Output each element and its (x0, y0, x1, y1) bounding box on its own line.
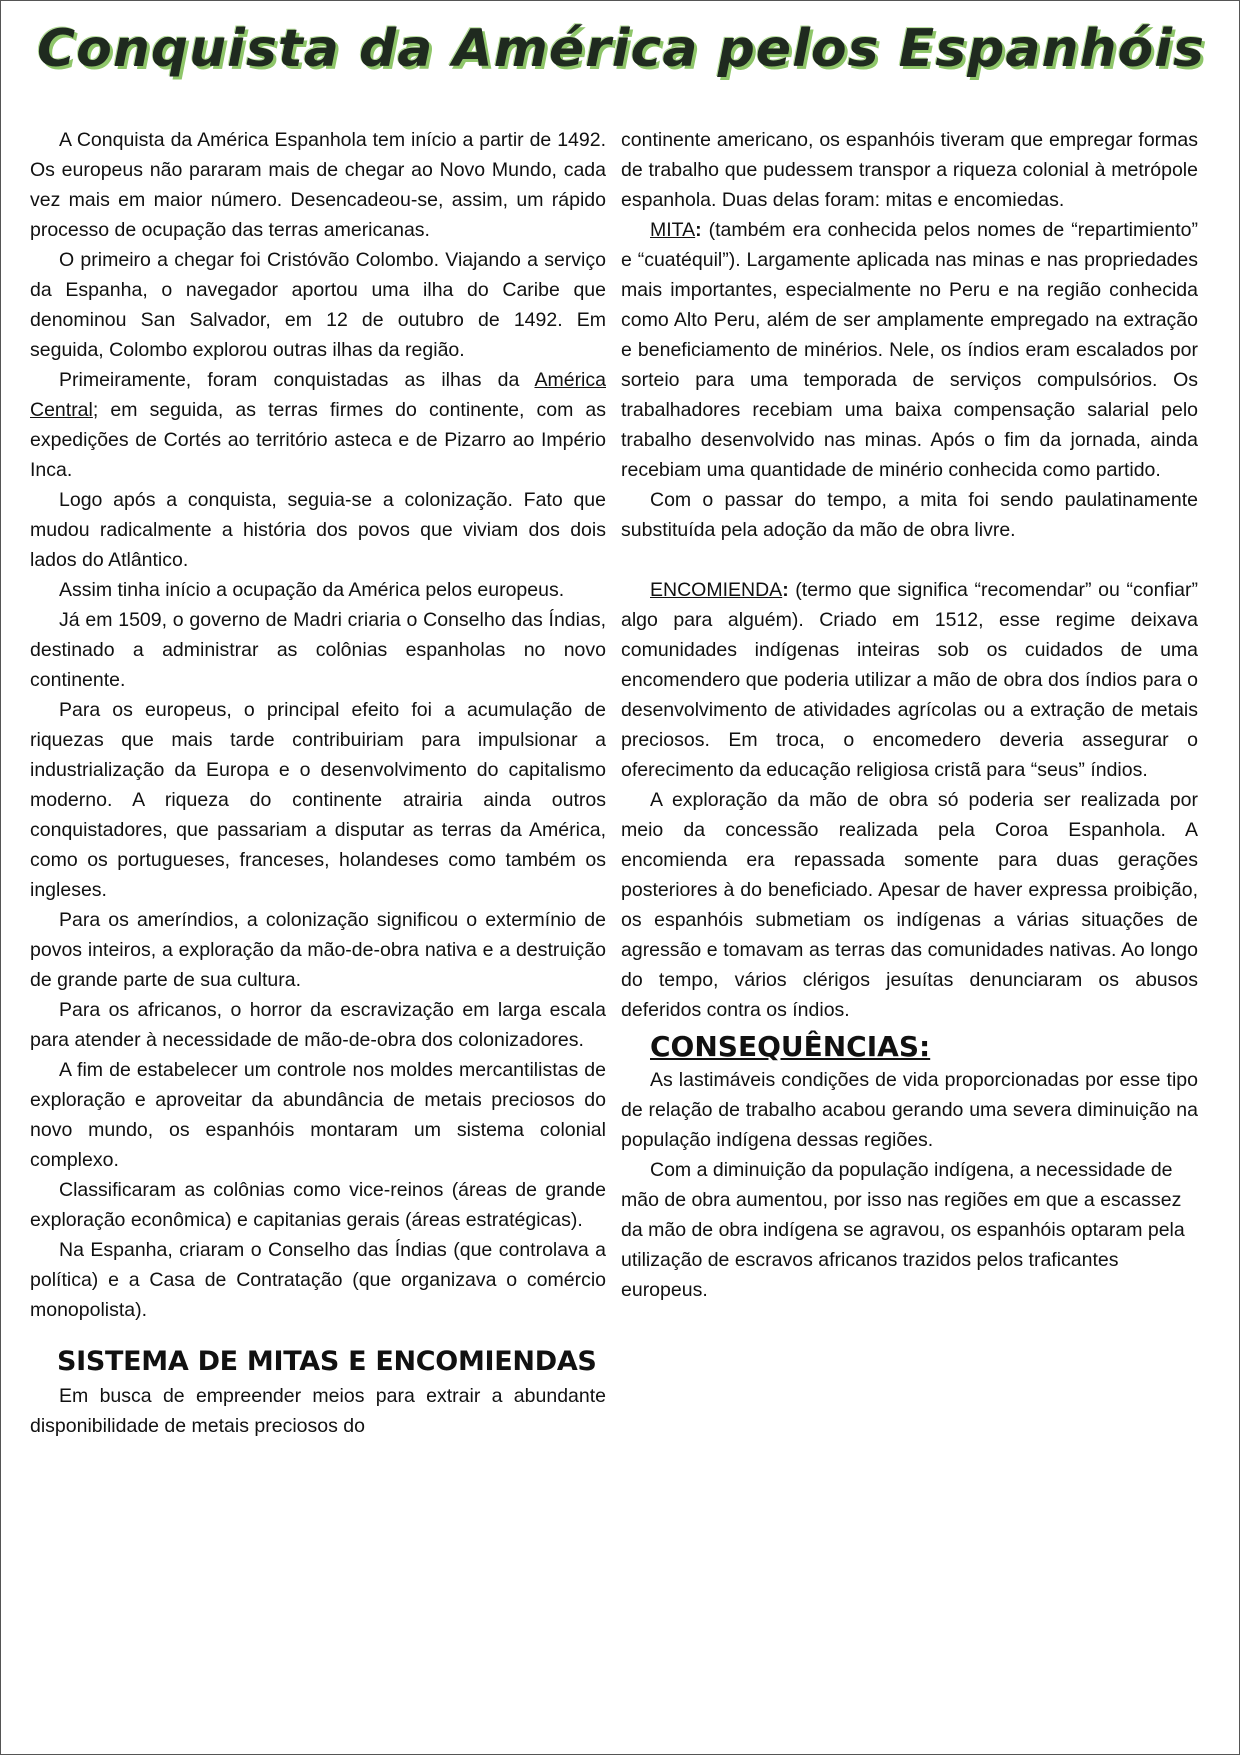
mita-paragraph (621, 215, 1198, 485)
paragraph: Para os europeus, o principal efeito foi a acumulação de riquezas que mais tarde contribuiriam para impulsionar a industrialização da Europa e o desenvolvimento do capitalismo moderno. A riqueza do continente atrairia ainda outros conquistadores, que passariam a disputar as terras da América, como os portugueses, franceses, holandeses como também os ingleses. (30, 699, 606, 901)
paragraph: Classificaram as colônias como vice-reinos (áreas de grande exploração econômica) e capitanias gerais (áreas estratégicas). (30, 1179, 606, 1231)
right-column (621, 125, 1198, 1305)
paragraph: Na Espanha, criaram o Conselho das Índias (que controlava a política) e a Casa de Contratação (que organizava o comércio monopolista). (30, 1239, 606, 1321)
paragraph: As lastimáveis condições de vida proporcionadas por esse tipo de relação de trabalho acabou gerando uma severa diminuição na população indígena dessas regiões. (621, 1069, 1198, 1151)
text-run: (também era conhecida pelos nomes de “repartimiento” e “cuatéquil”). Largamente aplicada nas minas e nas propriedades mais importantes, especialmente no Peru e na região conhecida como Alto Peru, além de ser amplamente empregado na extração e beneficiamento de minérios. Nele, os índios eram escalados por sorteio para uma temporada de serviços compulsórios. Os trabalhadores recebiam uma baixa compensação salarial pelo trabalho desenvolvido nas minas. Após o fim da jornada, ainda recebiam uma quantidade de minério conhecida como partido. (621, 219, 1198, 481)
paragraph: Já em 1509, o governo de Madri criaria o Conselho das Índias, destinado a administrar as colônias espanholas no novo continente. (30, 609, 606, 691)
encomienda-paragraph (621, 575, 1198, 785)
paragraph: A exploração da mão de obra só poderia ser realizada por meio da concessão realizada pela Coroa Espanhola. A encomienda era repassada somente para duas gerações posteriores à do beneficiado. Apesar de haver expressa proibição, os espanhóis submetiam os indígenas a várias situações de agressão e tomavam as terras das comunidades nativas. Ao longo do tempo, vários clérigos jesuítas denunciaram os abusos deferidos contra os índios. (621, 789, 1198, 1021)
paragraph: continente americano, os espanhóis tiveram que empregar formas de trabalho que pudessem transpor a riqueza colonial à metrópole espanhola. Duas delas foram: mitas e encomiedas. (621, 129, 1198, 211)
paragraph: Em busca de empreender meios para extrair a abundante disponibilidade de metais preciosos do (30, 1385, 606, 1437)
paragraph: A fim de estabelecer um controle nos moldes mercantilistas de exploração e aproveitar da abundância de metais preciosos do novo mundo, os espanhóis montaram um sistema colonial complexo. (30, 1059, 606, 1171)
text-run: Primeiramente, foram conquistadas as ilhas da (59, 369, 535, 391)
paragraph: A Conquista da América Espanhola tem início a partir de 1492. Os europeus não pararam mais de chegar ao Novo Mundo, cada vez mais em maior número. Desencadeou-se, assim, um rápido processo de ocupação das terras americanas. (30, 129, 606, 241)
section-heading-sistema: SISTEMA DE MITAS E ENCOMIENDAS (57, 1346, 597, 1377)
paragraph: O primeiro a chegar foi Cristóvão Colombo. Viajando a serviço da Espanha, o navegador aportou uma ilha do Caribe que denominou San Salvador, em 12 de outubro de 1492. Em seguida, Colombo explorou outras ilhas da região. (30, 249, 606, 361)
blank-line (621, 545, 1198, 575)
paragraph: Logo após a conquista, seguia-se a colonização. Fato que mudou radicalmente a história dos povos que viviam dos dois lados do Atlântico. (30, 489, 606, 571)
paragraph: Com o passar do tempo, a mita foi sendo paulatinamente substituída pela adoção da mão de obra livre. (621, 489, 1198, 541)
paragraph: Para os africanos, o horror da escravização em larga escala para atender à necessidade de mão-de-obra dos colonizadores. (30, 999, 606, 1051)
paragraph: Assim tinha início a ocupação da América pelos europeus. (59, 579, 565, 601)
page-title: Conquista da América pelos Espanhóis (37, 19, 1205, 79)
paragraph: Para os ameríndios, a colonização significou o extermínio de povos inteiros, a exploração da mão-de-obra nativa e a destruição de grande parte de sua cultura. (30, 909, 606, 991)
encomienda-term: ENCOMIENDA (650, 579, 783, 601)
left-column (30, 125, 606, 1441)
mita-term: MITA (650, 219, 696, 241)
paragraph (30, 365, 606, 485)
america-central-link[interactable]: América Central (30, 369, 606, 421)
section-heading-consequencias: CONSEQUÊNCIAS: (650, 1030, 931, 1063)
text-run: (termo que significa “recomendar” ou “confiar” algo para alguém). Criado em 1512, esse regime deixava comunidades indígenas inteiras sob os cuidados de uma encomendero que poderia utilizar a mão de obra dos índios para o desenvolvimento de atividades agrícolas ou a extração de metais preciosos. Em troca, o encomedero deveria assegurar o oferecimento da educação religiosa cristã para “seus” índios. (621, 579, 1198, 781)
term-colon: : (695, 219, 702, 241)
term-colon: : (782, 579, 789, 601)
paragraph: Com a diminuição da população indígena, a necessidade de mão de obra aumentou, por isso nas regiões em que a escassez da mão de obra indígena se agravou, os espanhóis optaram pela utilização de escravos africanos trazidos pelos traficantes europeus. (621, 1159, 1185, 1301)
text-run: ; em seguida, as terras firmes do continente, com as expedições de Cortés ao território asteca e de Pizarro ao Império Inca. (30, 399, 606, 481)
